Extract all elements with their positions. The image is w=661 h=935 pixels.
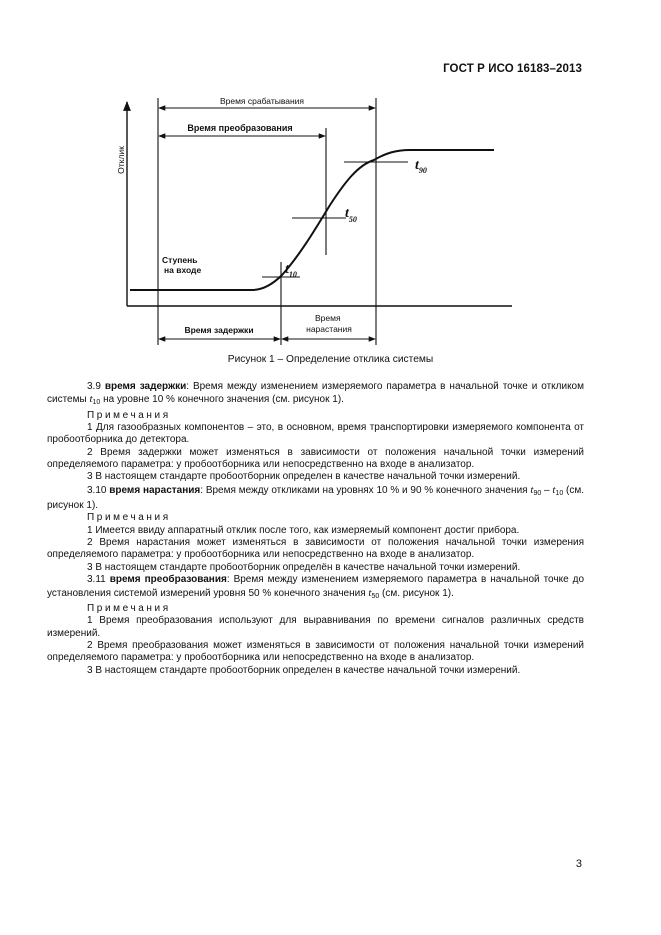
page-number: 3 xyxy=(575,858,582,870)
t90-label: $t_{90}$ xyxy=(415,158,427,175)
note: 1 Имеется ввиду аппаратный отклик после того, как измеряемый компонент достиг прибора. xyxy=(87,524,520,536)
note: 1 Время преобразования используют для выравнивания по времени сигналов различных средств измерений. xyxy=(47,615,584,639)
step-input-label: Ступень на входе xyxy=(162,255,202,275)
t50-label: $t_{50}$ xyxy=(345,206,357,224)
definition-delay-time: 3.9 время задержки: Время между изменением измеряемого параметра в начальной точке и откликом системы $t_{10}$ на уровне 10 % конечного значения (см. рисунок 1). xyxy=(47,381,584,407)
t10-label: $t_{10}$ xyxy=(285,262,297,279)
response-time-label: Время срабатывания xyxy=(219,96,305,106)
document-body xyxy=(47,381,584,677)
definition-rise-time: 3.10 время нарастания: Время между откликами на уровнях 10 % и 90 % конечного значения $t_{90} - t_{10}$ (см. рисунок 1). xyxy=(47,483,584,512)
definition-conversion-time: 3.11 время преобразования: Время между изменением измеряемого параметра в начальной точке до установления системой измерений уровня 50 % конечного значения $t_{50}$ (см. рисунок 1). xyxy=(47,574,584,600)
rise-time-label: Время нарастания xyxy=(306,313,352,334)
notes-heading: Примечания xyxy=(87,512,171,524)
note: 2 Время нарастания может изменяться в зависимости от положения начальной точки измерения определяемого параметра: у пробоотборника или непосредственно на входе в анализатор. xyxy=(47,537,584,561)
note: 3 В настоящем стандарте пробоотборник определен в качестве начальной точки измерений. xyxy=(87,664,521,676)
document-header: ГОСТ Р ИСО 16183–2013 xyxy=(443,63,582,75)
notes-heading: Примечания xyxy=(87,602,171,614)
note: 3 В настоящем стандарте пробоотборник определен в качестве начальной точки измерений. xyxy=(87,471,521,483)
notes-heading: Примечания xyxy=(87,409,171,421)
note: 3 В настоящем стандарте пробоотборник определён в качестве начальной точки измерений. xyxy=(87,561,521,573)
response-diagram xyxy=(0,0,661,360)
note: 1 Для газообразных компонентов – это, в основном, время транспортировки измеряемого компонента от пробоотборника до детектора. xyxy=(47,422,584,446)
delay-time-label: Время задержки xyxy=(184,325,254,335)
note: 2 Время задержки может изменяться в зависимости от положения начальной точки измерений определяемого параметра: у пробоотборника или непосредственно на входе в анализатор. xyxy=(47,446,584,471)
figure-caption: Рисунок 1 – Определение отклика системы xyxy=(227,354,434,365)
note: 2 Время преобразования может изменяться в зависимости от положения начальной точки измерений определяемого параметра: у пробоотборника или непосредственно на входе в анализатор. xyxy=(47,639,584,664)
conversion-time-label: Время преобразования xyxy=(187,123,293,133)
y-axis-label: Отклик xyxy=(116,146,126,174)
